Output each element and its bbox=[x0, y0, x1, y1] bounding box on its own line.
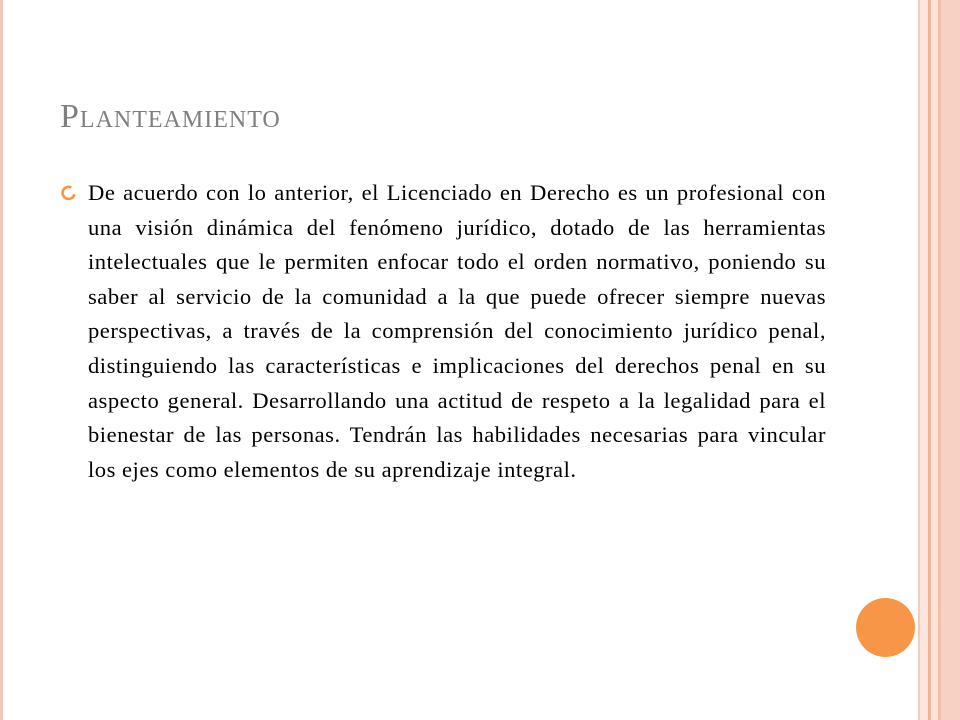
right-decorative-stripe bbox=[941, 0, 960, 720]
accent-circle bbox=[856, 598, 915, 657]
open-circle-bullet-icon bbox=[60, 184, 78, 202]
bullet-text: De acuerdo con lo anterior, el Licenciado en Derecho es un profesional con una visión dinámica del fenómeno jurídico, dotado de las herramientas intelectuales que le permiten enfocar todo el orden normativo, poniendo su saber al servicio de la comunidad a la que puede ofrecer siempre nuevas perspectivas, a través de la comprensión del conocimiento jurídico penal, distinguiendo las características e implicaciones del derechos penal en su aspecto general. Desarrollando una actitud de respeto a la legalidad para el bienestar de las personas. Tendrán las habilidades necesarias para vincular los ejes como elementos de su aprendizaje integral. bbox=[88, 180, 826, 482]
left-border-rule bbox=[0, 0, 3, 720]
slide-title: Planteamiento bbox=[60, 98, 281, 135]
right-decorative-stripe bbox=[920, 0, 928, 720]
right-decorative-stripe bbox=[931, 0, 938, 720]
